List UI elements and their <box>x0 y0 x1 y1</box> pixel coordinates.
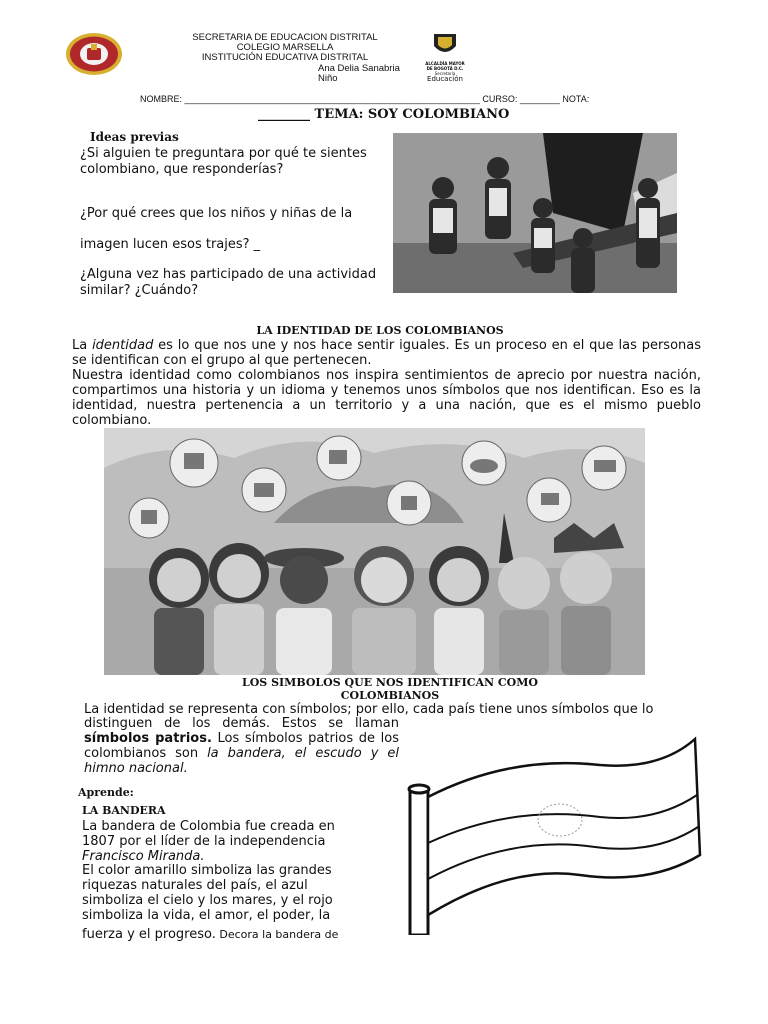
simbolos-p-a: distinguen de los demás. Estos se llaman <box>84 716 399 731</box>
simbolos-heading-1: LOS SIMBOLOS QUE NOS IDENTIFICAN COMO <box>241 676 538 689</box>
alcaldia-line2: DE BOGOTÁ D.C. <box>426 66 464 71</box>
identidad-heading: LA IDENTIDAD DE LOS COLOMBIANOS <box>256 324 504 337</box>
alcaldia-logo <box>416 32 474 82</box>
flag-coloring-drawing <box>400 735 712 935</box>
alcaldia-line1: ALCALDÍA MAYOR <box>425 61 465 66</box>
alcaldia-line4: Educación <box>427 75 463 83</box>
header-author: Ana Delia Sanabria <box>318 63 400 74</box>
bandera-paragraph-2: El color amarillo simboliza las grandes riquezas naturales del país, el azul simboliza el cielo y los mares, y el rojo simboliza la vida, el amor, el poder, la <box>82 863 333 923</box>
simbolos-paragraph <box>84 716 399 776</box>
question-2a: ¿Por qué crees que los niños y niñas de la <box>80 206 353 221</box>
identidad-paragraph-1 <box>72 338 701 368</box>
bandera-paragraph-1 <box>82 819 372 864</box>
bandera-miranda: Francisco Miranda. <box>82 849 205 864</box>
school-crest-logo <box>65 32 123 76</box>
bandera-heading: LA BANDERA <box>82 804 166 817</box>
identidad-term: identidad <box>92 338 154 353</box>
ideas-previas-heading: Ideas previas <box>90 130 179 144</box>
simbolos-heading-2: COLOMBIANOS <box>340 689 440 702</box>
children-parade-photo <box>393 133 677 293</box>
aprende-heading: Aprende: <box>78 786 134 799</box>
simbolos-p-d: la bandera, el escudo y el himno nacional. <box>84 746 399 776</box>
identidad-paragraph-2: Nuestra identidad como colombianos nos inspira sentimientos de aprecio por nuestra nación, compartimos una historia y un idioma y tenemos unos símbolos que nos identifican. Eso es la identidad, nuestra pertenencia a un territorio y a una nación, que es el mismo pueblo colombiano. <box>72 368 701 428</box>
bandera-p3: fuerza y el progreso. <box>82 927 216 942</box>
simbolos-p-c: Los símbolos patrios de los colombianos son <box>84 731 399 761</box>
header-grade: Niño <box>318 73 338 84</box>
identidad-p1-pre: La <box>72 338 93 353</box>
nombre-curso-nota-line[interactable]: NOMBRE: ___________________________________________________________ CURSO: ________ NOTA: <box>140 94 590 104</box>
simbolos-line-1: La identidad se representa con símbolos; por ello, cada país tiene unos símbolos que lo <box>84 702 654 717</box>
colombian-children-illustration <box>104 428 645 675</box>
alcaldia-line3: Secretaría <box>434 71 456 76</box>
page-title: ________ TEMA: SOY COLOMBIANO <box>258 107 510 122</box>
question-3: ¿Alguna vez has participado de una actividad similar? ¿Cuándo? <box>80 267 377 298</box>
header-colegio: COLEGIO MARSELLA <box>236 42 334 53</box>
bogota-shield-icon <box>416 32 474 58</box>
simbolos-patrios-term: símbolos patrios. <box>84 731 212 746</box>
bandera-p3-small: Decora la bandera de <box>215 928 339 941</box>
bandera-p1: La bandera de Colombia fue creada en 1807 por el líder de la independencia <box>82 819 335 849</box>
question-1: ¿Si alguien te preguntara por qué te sientes colombiano, que responderías? <box>80 146 367 177</box>
header-secretaria: SECRETARIA DE EDUCACION DISTRITAL <box>192 32 378 43</box>
question-2b: imagen lucen esos trajes? _ <box>80 237 261 252</box>
identidad-p1-post: es lo que nos une y nos hace sentir iguales. Es un proceso en el que las personas se identifican con el grupo al que pertenecen. <box>72 338 702 368</box>
bandera-paragraph-3 <box>82 927 338 942</box>
header-institucion: INSTITUCIÓN EDUCATIVA DISTRITAL <box>201 52 369 63</box>
